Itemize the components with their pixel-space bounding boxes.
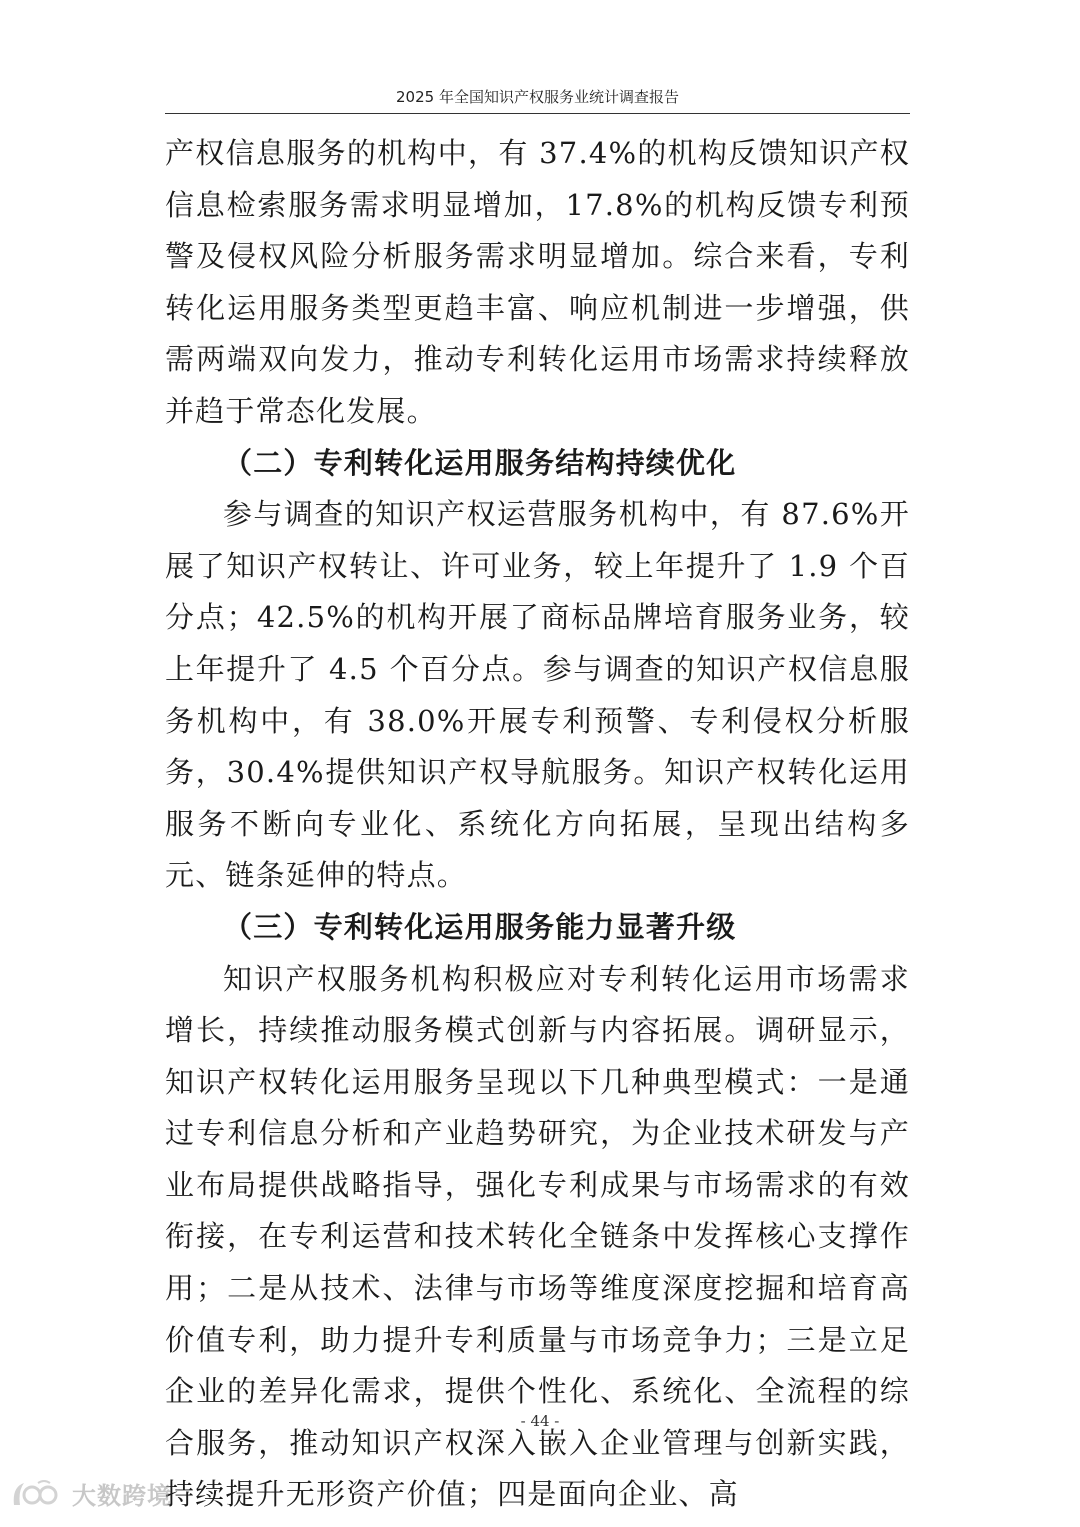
section-heading-2: （二）专利转化运用服务结构持续优化 (223, 445, 737, 480)
paragraph-capability: 知识产权服务机构积极应对专利转化运用市场需求增长，持续推动服务模式创新与内容拓展。调研显示，知识产权转化运用服务呈现以下几种典型模式：一是通过专利信息分析和产业趋势研究，为企业技术研发与产业布局提供战略指导，强化专利成果与市场需求的有效衔接，在专利运营和技术转化全链条中发挥核心支撑作用；二是从技术、法律与市场等维度深度挖掘和培育高价值专利，助力提升专利质量与市场竞争力；三是立足企业的差异化需求，提供个性化、系统化、全流程的综合服务，推动知识产权深入嵌入企业管理与创新实践，持续提升无形资产价值；四是面向企业、高 (165, 961, 910, 1512)
page-header (165, 86, 910, 114)
page-number: - 44 - (520, 1412, 560, 1430)
watermark-text: 大数跨境 (72, 1482, 172, 1510)
paragraph-continued: 产权信息服务的机构中，有 37.4%的机构反馈知识产权信息检索服务需求明显增加，17.8%的机构反馈专利预警及侵权风险分析服务需求明显增加。综合来看，专利转化运用服务类型更趋丰富、响应机制进一步增强，供需两端双向发力，推动专利转化运用市场需求持续释放并趋于常态化发展。 (165, 136, 910, 428)
watermark (10, 1476, 172, 1511)
report-title: 2025 年全国知识产权服务业统计调查报告 (396, 88, 679, 106)
section-heading-3: （三）专利转化运用服务能力显著升级 (223, 909, 737, 944)
brand-logo-icon (10, 1477, 66, 1511)
paragraph-structure: 参与调查的知识产权运营服务机构中，有 87.6%开展了知识产权转让、许可业务，较上年提升了 1.9 个百分点；42.5%的机构开展了商标品牌培育服务业务，较上年提升了 4.5 个百分点。参与调查的知识产权信息服务机构中，有 38.0%开展专利预警、专利侵权分析服务，30.4%提供知识产权导航服务。知识产权转化运用服务不断向专业化、系统化方向拓展，呈现出结构多元、链条延伸的特点。 (165, 497, 910, 893)
document-body (165, 128, 910, 1521)
